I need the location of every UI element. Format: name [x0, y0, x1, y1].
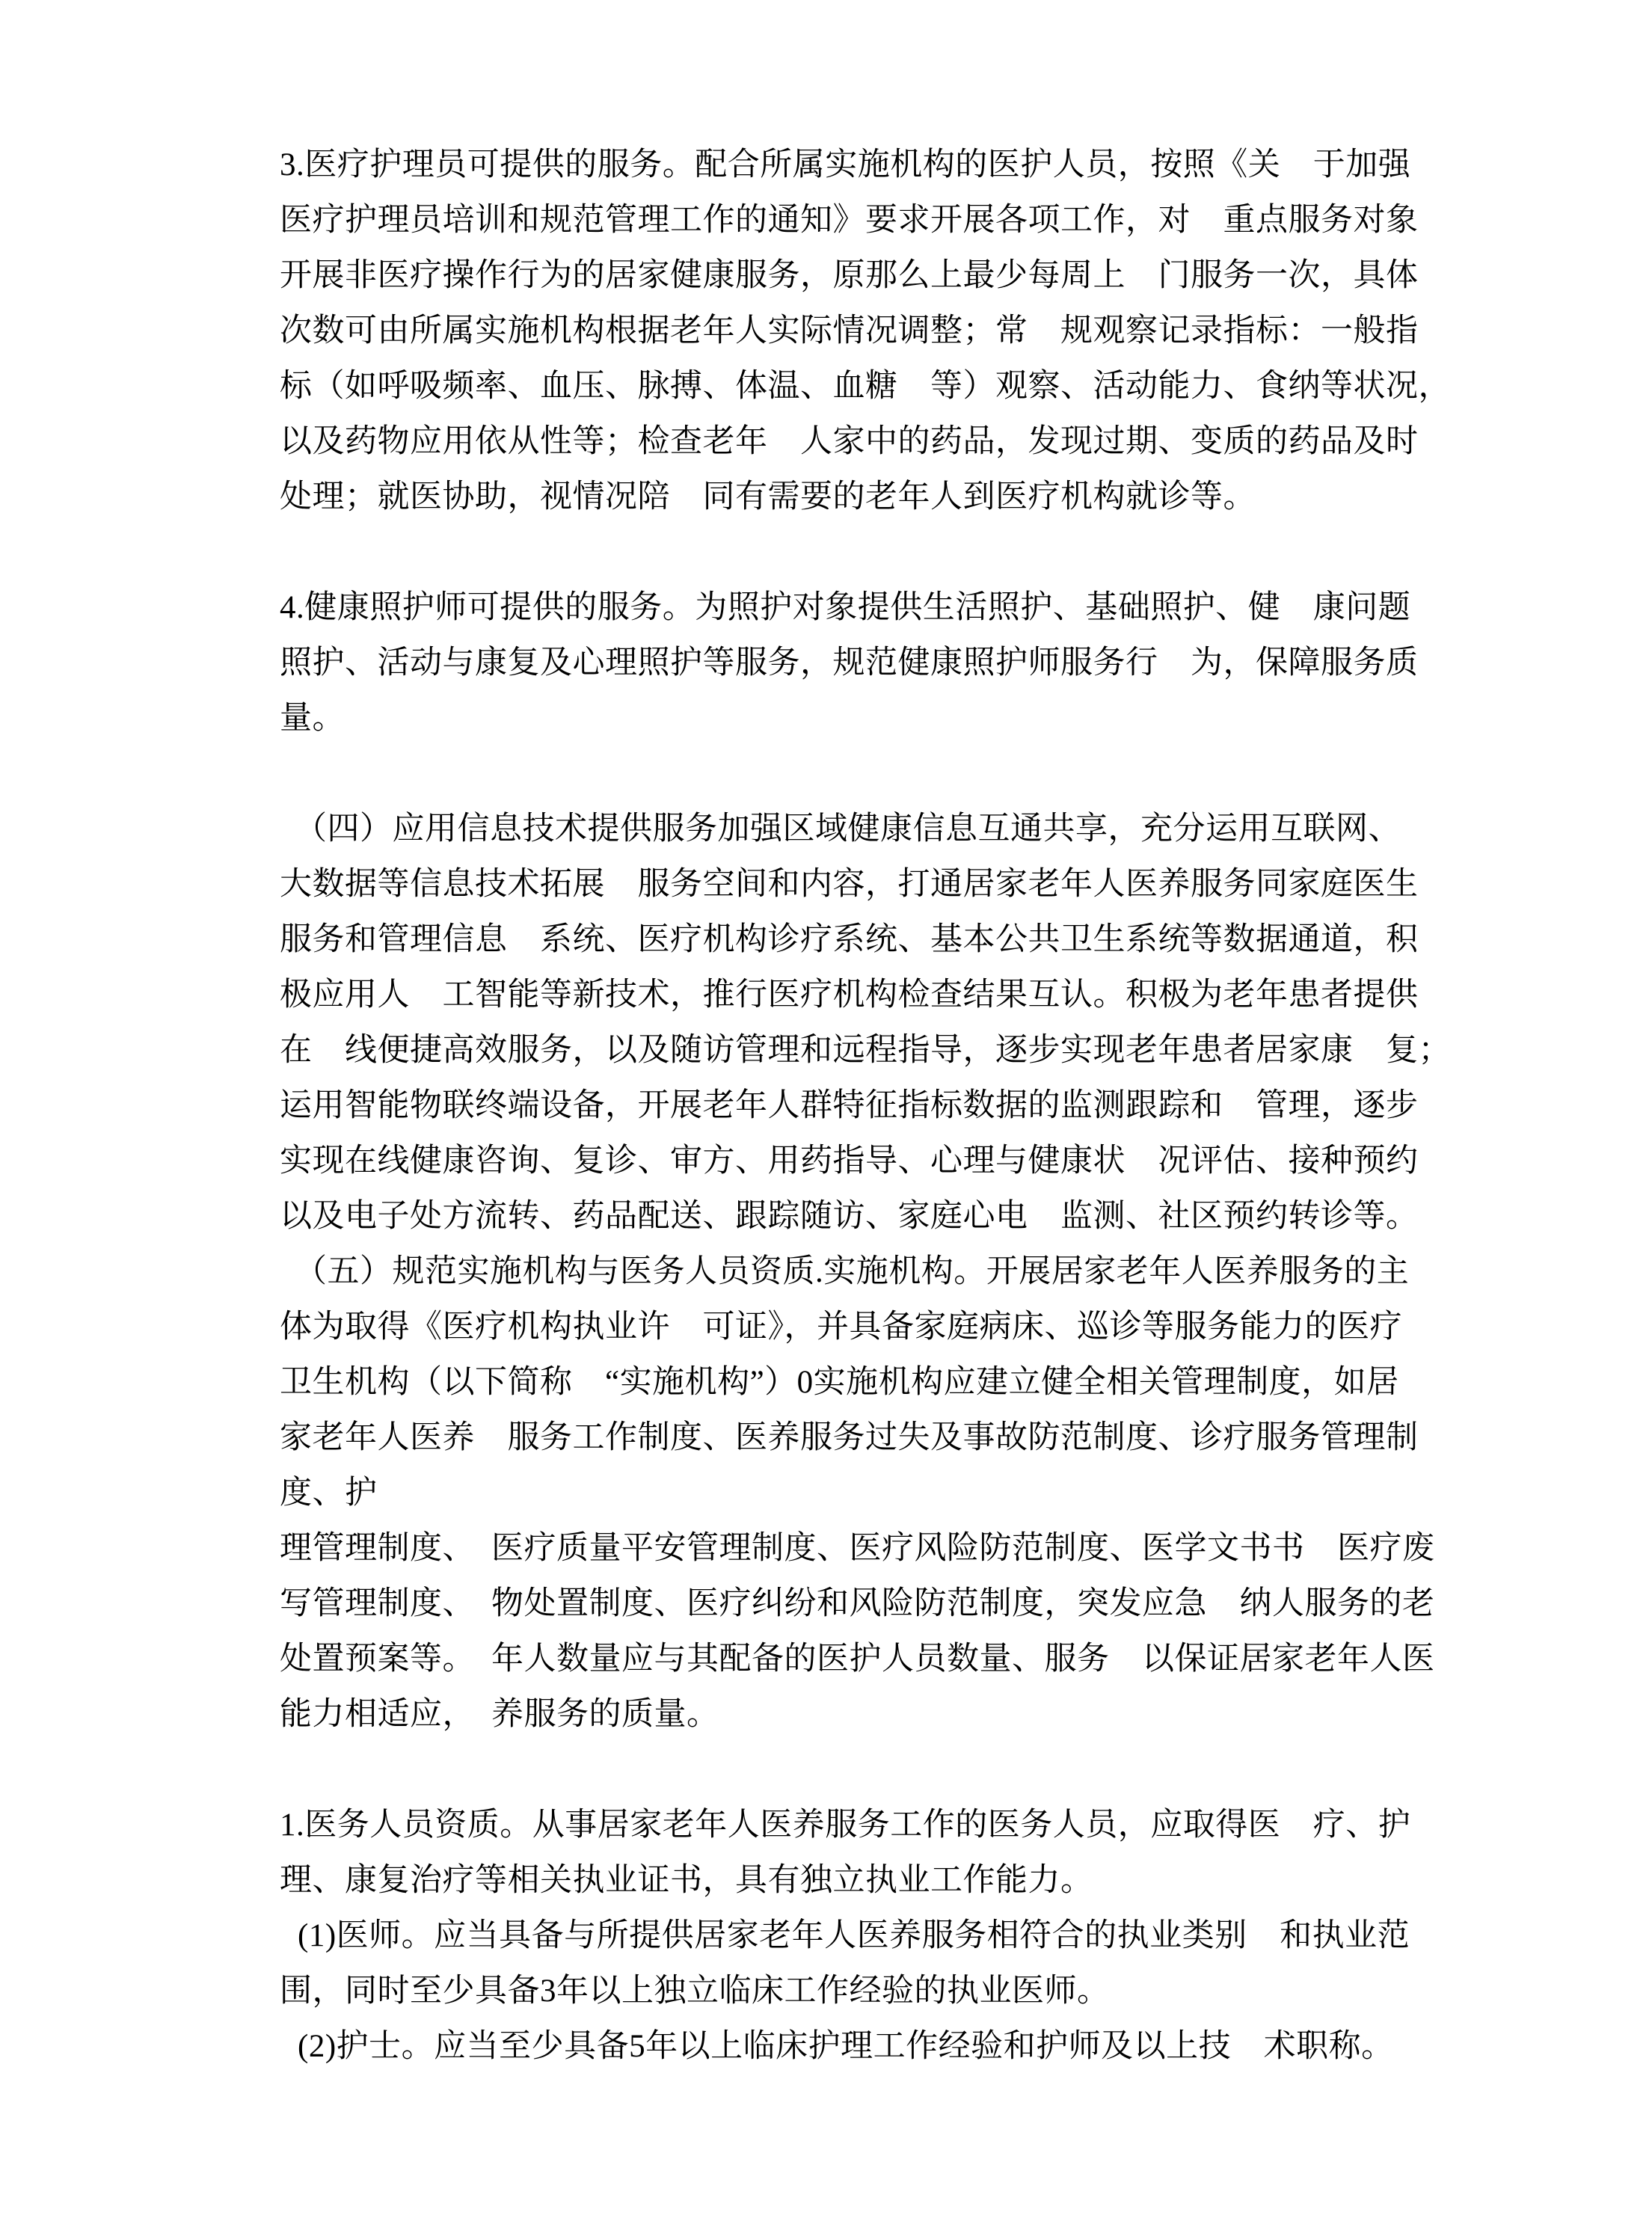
- text-line: 以及药物应用依从性等；检查老年 人家中的药品，发现过期、变质的药品及时: [280, 424, 1419, 459]
- text-line: 开展非医疗操作行为的居家健康服务，原那么上最少每周上 门服务一次，具体: [280, 258, 1419, 293]
- text-line: 大数据等信息技术拓展 服务空间和内容，打通居家老年人医养服务同家庭医生: [280, 867, 1419, 902]
- text-line: 标（如呼吸频率、血压、脉搏、体温、血糖 等）观察、活动能力、食纳等状况，: [280, 369, 1451, 404]
- text-line: 卫生机构（以下简称 “实施机构”）0实施机构应建立健全相关管理制度，如居: [280, 1365, 1399, 1400]
- text-line: 量。: [280, 701, 345, 736]
- text-line: 围，同时至少具备3年以上独立临床工作经验的执业医师。: [280, 1974, 1110, 2009]
- text-line: 以及电子处方流转、药品配送、跟踪随访、家庭心电 监测、社区预约转诊等。: [280, 1199, 1419, 1234]
- text-line: 处置预案等。 年人数量应与其配备的医护人员数量、服务 以保证居家老年人医: [280, 1641, 1435, 1677]
- text-line: 4.健康照护师可提供的服务。为照护对象提供生活照护、基础照护、健 康问题: [280, 590, 1411, 625]
- text-line: （四）应用信息技术提供服务加强区域健康信息互通共享，充分运用互联网、: [295, 811, 1401, 847]
- blank-line: [280, 1742, 1431, 1798]
- text-line: （五）规范实施机构与医务人员资质.实施机构。开展居家老年人医养服务的主: [295, 1254, 1410, 1289]
- text-line: 能力相适应， 养服务的质量。: [280, 1697, 719, 1732]
- text-line: 极应用人 工智能等新技术，推行医疗机构检查结果互认。积极为老年患者提供: [280, 977, 1419, 1013]
- text-line: 医疗护理员培训和规范管理工作的通知》要求开展各项工作，对 重点服务对象: [280, 203, 1419, 238]
- text-line: 3.医疗护理员可提供的服务。配合所属实施机构的医护人员，按照《关 于加强: [280, 147, 1411, 182]
- text-line: 度、护: [280, 1475, 378, 1511]
- text-line: 在 线便捷高效服务，以及随访管理和远程指导，逐步实现老年患者居家康 复；: [280, 1033, 1451, 1068]
- text-line: 照护、活动与康复及心理照护等服务，规范健康照护师服务行 为，保障服务质: [280, 645, 1419, 681]
- text-line: (1)医师。应当具备与所提供居家老年人医养服务相符合的执业类别 和执业范: [298, 1918, 1410, 1953]
- text-line: 服务和管理信息 系统、医疗机构诊疗系统、基本公共卫生系统等数据通道，积: [280, 922, 1419, 957]
- text-line: 家老年人医养 服务工作制度、医养服务过失及事故防范制度、诊疗服务管理制: [280, 1420, 1419, 1455]
- blank-line: [280, 525, 1431, 580]
- text-line: 运用智能物联终端设备，开展老年人群特征指标数据的监测跟踪和 管理，逐步: [280, 1088, 1419, 1123]
- text-line: 处理；就医协助，视情况陪 同有需要的老年人到医疗机构就诊等。: [280, 479, 1256, 515]
- blank-line: [280, 746, 1431, 802]
- text-line: 写管理制度、 物处置制度、医疗纠纷和风险防范制度，突发应急 纳人服务的老: [280, 1586, 1435, 1621]
- text-line: 实现在线健康咨询、复诊、审方、用药指导、心理与健康状 况评估、接种预约: [280, 1143, 1419, 1179]
- text-line: (2)护士。应当至少具备5年以上临床护理工作经验和护师及以上技 术职称。: [298, 2029, 1394, 2064]
- text-line: 理、康复治疗等相关执业证书，具有独立执业工作能力。: [280, 1863, 1093, 1898]
- text-line: 次数可由所属实施机构根据老年人实际情况调整；常 规观察记录指标：一般指: [280, 313, 1419, 348]
- text-line: 理管理制度、 医疗质量平安管理制度、医疗风险防范制度、医学文书书 医疗废: [280, 1531, 1435, 1566]
- document-text-block: [280, 138, 1451, 2074]
- text-line: 1.医务人员资质。从事居家老年人医养服务工作的医务人员，应取得医 疗、护: [280, 1807, 1411, 1843]
- text-line: 体为取得《医疗机构执业许 可证》，并具备家庭病床、巡诊等服务能力的医疗: [280, 1309, 1402, 1345]
